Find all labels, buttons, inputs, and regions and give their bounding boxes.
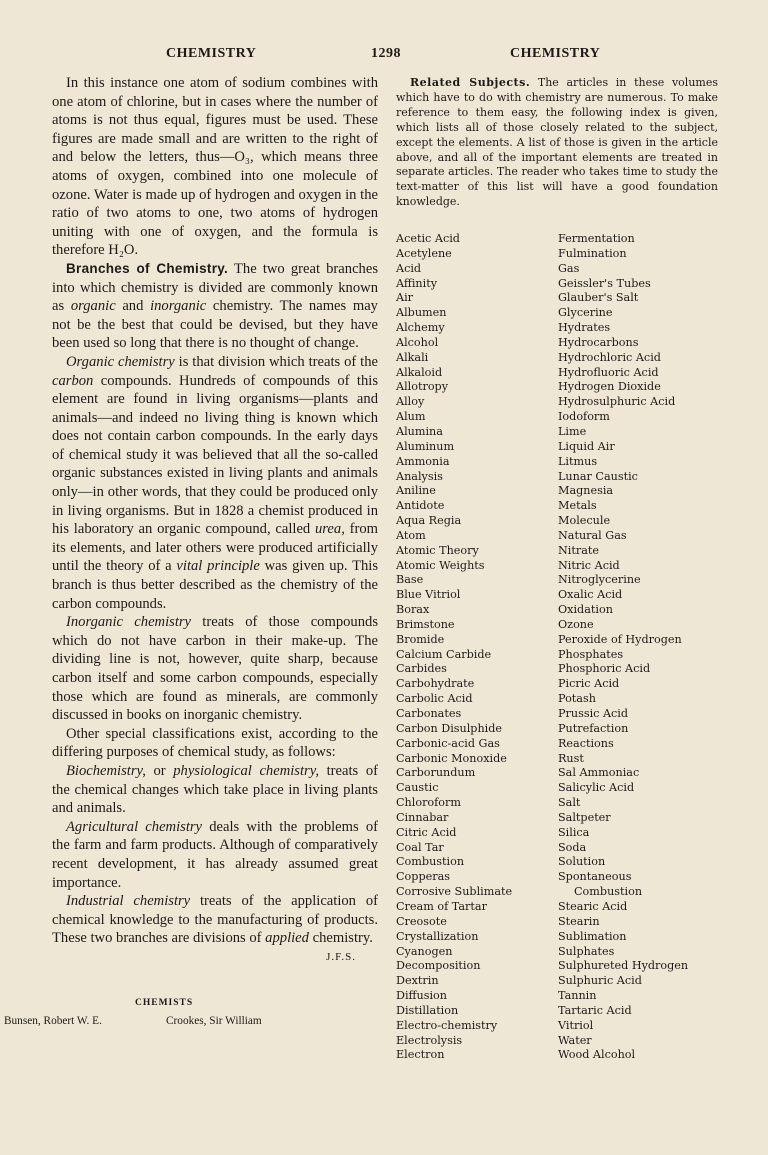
index-entry[interactable]: Carbohydrate bbox=[396, 677, 475, 691]
index-entry[interactable]: Carbides bbox=[396, 662, 447, 676]
index-entry[interactable]: Wood Alcohol bbox=[558, 1048, 636, 1062]
running-head bbox=[0, 46, 768, 66]
chemists-heading: CHEMISTS bbox=[135, 998, 194, 1008]
index-entry[interactable]: Decomposition bbox=[396, 959, 481, 973]
index-entry[interactable]: Air bbox=[396, 291, 414, 305]
index-entry[interactable]: Nitric Acid bbox=[558, 558, 620, 572]
index-entry[interactable]: Corrosive Sublimate bbox=[396, 885, 513, 899]
index-entry[interactable]: Hydrosulphuric Acid bbox=[558, 395, 676, 409]
index-entry[interactable]: Sulphates bbox=[558, 944, 615, 958]
index-entry[interactable]: Tannin bbox=[558, 989, 597, 1003]
index-entry[interactable]: Citric Acid bbox=[396, 825, 457, 839]
index-entry[interactable]: Solution bbox=[558, 855, 606, 869]
paragraph-organic: Organic chemistry is that division which treats of the carbon compounds. Hundreds of compounds of this element are found in living organisms—plants and animals—and indeed no living thing is known which does not contain carbon compounds. In the early days of chemical study it was believed that all the so-called organic substances existed in living plants and animals only—in other words, that they could be produced only in living organisms. But in 1828 a chemist produced in his laboratory an organic compound, called urea, from its elements, and later others were produced artificially until the theory of a vital principle was given up. This branch is thus better described as the chemistry of the carbon compounds. bbox=[52, 353, 379, 612]
index-entry[interactable]: Distillation bbox=[396, 1003, 459, 1017]
index-entry[interactable]: Gas bbox=[558, 261, 580, 275]
index-entry[interactable]: Copperas bbox=[396, 870, 450, 884]
index-entry[interactable]: Base bbox=[396, 573, 424, 587]
index-entry[interactable]: Combustion bbox=[396, 855, 465, 869]
index-entry[interactable]: Allotropy bbox=[396, 380, 449, 394]
index-entry[interactable]: Carbonic-acid Gas bbox=[396, 736, 500, 750]
index-entry[interactable]: Glycerine bbox=[558, 306, 613, 320]
paragraph-biochemistry: Biochemistry, or physiological chemistry, treats of the chemical changes which take place in living plants and animals. bbox=[52, 762, 378, 817]
index-entry[interactable]: Crystallization bbox=[396, 929, 479, 943]
index-entry[interactable]: Sal Ammoniac bbox=[558, 766, 640, 780]
index-entry[interactable]: Electron bbox=[396, 1048, 445, 1062]
index-column-2 bbox=[558, 232, 688, 1063]
index-entry[interactable]: Carbolic Acid bbox=[396, 692, 473, 706]
index-entry[interactable]: Alkaloid bbox=[396, 365, 443, 379]
index-entry[interactable]: Carbon Disulphide bbox=[396, 721, 503, 735]
index-entry[interactable]: Hydrochloric Acid bbox=[558, 350, 661, 364]
article-body bbox=[52, 74, 378, 967]
index-entry[interactable]: Blue Vitriol bbox=[396, 588, 461, 602]
index-entry[interactable]: Oxalic Acid bbox=[558, 588, 623, 602]
index-entry[interactable]: Acetylene bbox=[396, 246, 452, 260]
index-entry[interactable]: Glauber's Salt bbox=[558, 291, 639, 305]
chemist-entry[interactable]: Bunsen, Robert W. E. bbox=[4, 1015, 102, 1027]
index-entry[interactable]: Vitriol bbox=[558, 1018, 594, 1032]
index-entry[interactable]: Electrolysis bbox=[396, 1033, 463, 1047]
index-entry[interactable]: Litmus bbox=[558, 454, 598, 468]
index-entry[interactable]: Alchemy bbox=[396, 321, 445, 335]
index-entry[interactable]: Alumina bbox=[396, 424, 443, 438]
index-entry[interactable]: Molecule bbox=[558, 514, 611, 528]
paragraph-other: Other special classifications exist, according to the differing purposes of chemical study, as follows: bbox=[52, 725, 378, 761]
index-entry[interactable]: Prussic Acid bbox=[558, 707, 629, 720]
index-entry[interactable]: Silica bbox=[558, 825, 590, 839]
index-entry[interactable]: Albumen bbox=[396, 306, 447, 320]
index-entry[interactable]: Aluminum bbox=[396, 439, 455, 453]
index-entry[interactable]: Stearin bbox=[558, 914, 600, 928]
index-entry[interactable]: Salicylic Acid bbox=[558, 781, 635, 795]
index-entry[interactable]: Atomic Weights bbox=[396, 558, 485, 572]
index-entry[interactable]: Stearic Acid bbox=[558, 899, 628, 913]
index-entry[interactable]: Hydrofluoric Acid bbox=[558, 365, 659, 379]
index-entry[interactable]: Antidote bbox=[396, 499, 445, 513]
index-entry[interactable]: Alcohol bbox=[396, 335, 439, 349]
index-entry[interactable]: Ozone bbox=[558, 617, 594, 631]
related-subjects bbox=[396, 76, 718, 1062]
index-entry[interactable]: Brimstone bbox=[396, 617, 455, 631]
index-entry[interactable]: Magnesia bbox=[558, 484, 614, 498]
index-entry[interactable]: Caustic bbox=[396, 781, 439, 795]
index-entry[interactable]: Acetic Acid bbox=[396, 232, 460, 245]
index-entry[interactable]: Nitroglycerine bbox=[558, 573, 641, 587]
index-entry[interactable]: Nitrate bbox=[558, 543, 599, 557]
index-column-1 bbox=[396, 232, 512, 1063]
index-entry[interactable]: Salt bbox=[558, 796, 581, 810]
index-entry[interactable]: Phosphates bbox=[558, 647, 624, 661]
index-entry[interactable]: Dextrin bbox=[396, 974, 439, 988]
index-entry[interactable]: Sublimation bbox=[558, 929, 627, 943]
index-entry[interactable]: Affinity bbox=[396, 276, 438, 290]
index-entry[interactable]: Calcium Carbide bbox=[396, 647, 492, 661]
author-initials: J.F.S. bbox=[326, 950, 356, 963]
index-entry[interactable]: Carbonic Monoxide bbox=[396, 751, 507, 765]
index-entry[interactable]: Picric Acid bbox=[558, 677, 620, 691]
index-entry[interactable]: Alkali bbox=[396, 350, 429, 364]
index-entry[interactable]: Hydrates bbox=[558, 321, 611, 335]
index-entry[interactable]: Peroxide of Hydrogen bbox=[558, 632, 682, 646]
index-entry[interactable]: Creosote bbox=[396, 914, 447, 928]
index-entry[interactable]: Sulphuric Acid bbox=[558, 974, 642, 988]
running-head-right: CHEMISTRY bbox=[510, 46, 601, 61]
index-entry[interactable]: Cinnabar bbox=[396, 810, 449, 824]
related-intro: Related Subjects. The articles in these volumes which have to do with chemistry are numerous. To make reference to them easy, the following index is given, which lists all of those closely related to the subject, except the elements. A list of those is given in the article above, and all of the important elements are treated in separate articles. The reader who takes time to study the text-matter of this list will have a good foundation knowledge. bbox=[396, 76, 718, 209]
related-label: Related Subjects. bbox=[410, 76, 531, 89]
index-entry[interactable]: Fermentation bbox=[558, 232, 635, 245]
index-entry[interactable]: Chloroform bbox=[396, 796, 461, 810]
running-head-left: CHEMISTRY bbox=[166, 46, 257, 61]
index-entry[interactable]: Oxidation bbox=[558, 603, 613, 617]
index-entry[interactable]: Diffusion bbox=[396, 989, 447, 1003]
index-entry[interactable]: Saltpeter bbox=[558, 810, 611, 824]
index-entry[interactable]: Water bbox=[558, 1033, 592, 1047]
index-entry[interactable]: Natural Gas bbox=[558, 528, 627, 542]
index-entry[interactable]: Fulmination bbox=[558, 246, 627, 260]
index-entry[interactable]: Iodoform bbox=[558, 410, 610, 424]
index-entry[interactable]: Cyanogen bbox=[396, 944, 453, 958]
index-entry[interactable]: Rust bbox=[558, 751, 584, 765]
index-entry[interactable]: Hydrocarbons bbox=[558, 335, 639, 349]
index-entry[interactable]: Hydrogen Dioxide bbox=[558, 380, 661, 394]
index-entry[interactable]: Liquid Air bbox=[558, 439, 615, 453]
paragraph-formulas: In this instance one atom of sodium combines with one atom of chlorine, but in cases where the number of atoms is not thus equal, figures must be used. These figures are made small and are written to the right of and below the letters, thus—O₃, which means three atoms of oxygen, combined into one molecule of ozone. Water is made up of hydrogen and oxygen in the ratio of two atoms to one, two atoms of hydrogen uniting with one of oxygen, and the formula is therefore H₂O. bbox=[52, 75, 378, 259]
index-entry[interactable]: Bromide bbox=[396, 632, 445, 646]
index-entry[interactable]: Soda bbox=[558, 840, 587, 854]
index-entry[interactable]: Acid bbox=[396, 261, 422, 275]
index-entry[interactable]: Ammonia bbox=[396, 454, 450, 468]
index-entry[interactable]: Geissler's Tubes bbox=[558, 276, 651, 290]
index-entry[interactable]: Metals bbox=[558, 499, 597, 513]
index-entry[interactable]: Reactions bbox=[558, 736, 614, 750]
index-entry[interactable]: Borax bbox=[396, 603, 430, 617]
index-entry[interactable]: Aqua Regia bbox=[396, 514, 462, 528]
index-entry[interactable]: Atomic Theory bbox=[396, 543, 479, 557]
paragraph-inorganic: Inorganic chemistry treats of those compounds which do not have carbon in their make-up. The dividing line is not, however, quite sharp, because carbon itself and some carbon compounds, especially those which are found as minerals, are commonly discussed in books on inorganic chemistry. bbox=[52, 614, 378, 724]
index-entry[interactable]: Phosphoric Acid bbox=[558, 662, 651, 676]
paragraph-industrial: Industrial chemistry treats of the application of chemical knowledge to the manufacturing of products. These two branches are divisions of applied chemistry. J.F.S. bbox=[52, 892, 378, 948]
paragraph-branches: Branches of Chemistry. The two great branches into which chemistry is divided are commonly known as organic and inorganic chemistry. The names may not be the best that could be devised, but they have been used so long that there is no thought of change. bbox=[52, 260, 378, 352]
index-entry[interactable]: Atom bbox=[396, 528, 426, 542]
index-entry[interactable]: Carbonates bbox=[396, 707, 462, 720]
index-entry[interactable]: Potash bbox=[558, 692, 596, 706]
index-entry[interactable]: Alloy bbox=[396, 395, 425, 409]
index-entry[interactable]: Carborundum bbox=[396, 766, 476, 780]
index-entry[interactable]: Spontaneous bbox=[558, 870, 632, 884]
index-entry[interactable]: Sulphureted Hydrogen bbox=[558, 959, 689, 973]
index-entry[interactable]: Lime bbox=[558, 424, 587, 438]
page-number: 1298 bbox=[371, 46, 401, 61]
chemist-entry[interactable]: Crookes, Sir William bbox=[166, 1015, 262, 1027]
index-entry[interactable]: Electro-chemistry bbox=[396, 1018, 498, 1032]
index-entry[interactable]: Lunar Caustic bbox=[558, 469, 638, 483]
paragraph-agricultural: Agricultural chemistry deals with the problems of the farm and farm products. Although of comparatively recent development, it has already assumed great importance. bbox=[52, 818, 378, 891]
index-entry[interactable]: Putrefaction bbox=[558, 721, 629, 735]
index-entry[interactable]: Analysis bbox=[396, 469, 443, 483]
index-entry[interactable]: Coal Tar bbox=[396, 840, 444, 854]
section-heading-branches: Branches of Chemistry. bbox=[66, 260, 229, 276]
index-entry[interactable]: Alum bbox=[396, 410, 426, 424]
index-entry[interactable]: Cream of Tartar bbox=[396, 899, 487, 913]
index-entry[interactable]: Aniline bbox=[396, 484, 436, 498]
index-entry[interactable]: Tartaric Acid bbox=[558, 1003, 632, 1017]
index-entry[interactable]: Combustion bbox=[574, 885, 643, 899]
